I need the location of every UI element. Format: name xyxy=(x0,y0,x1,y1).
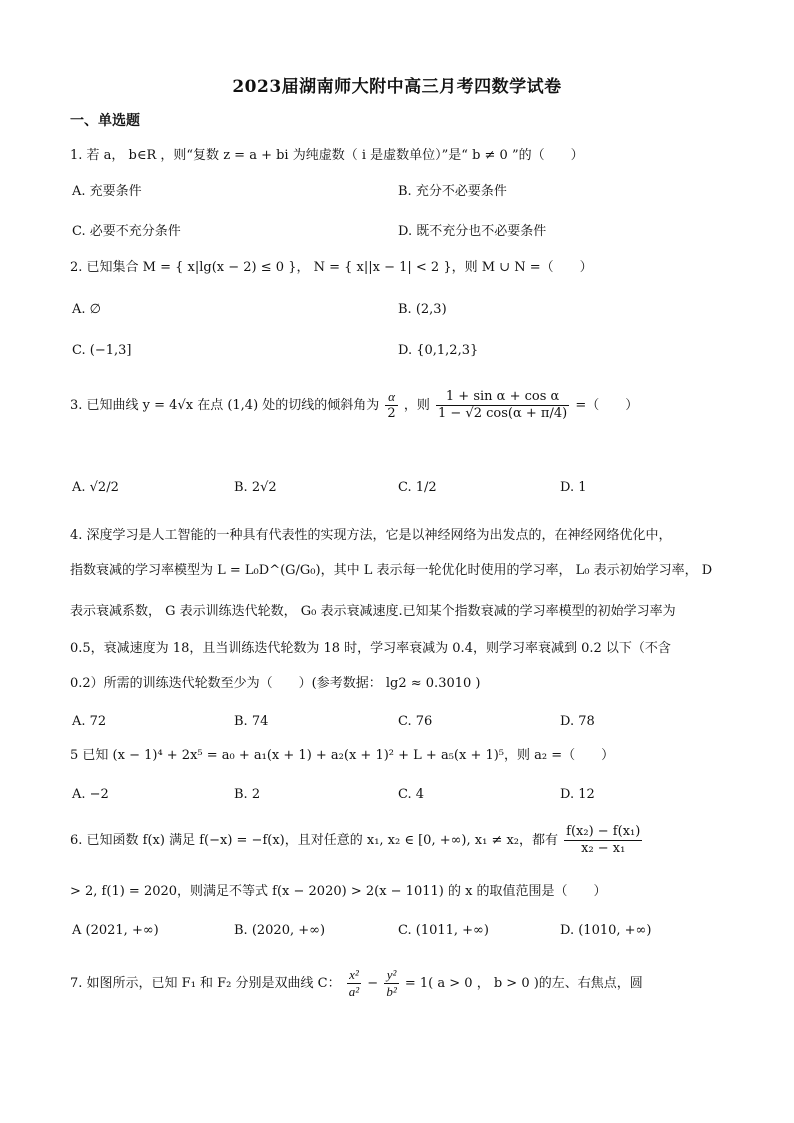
q3-fraction-den: 1 − √2 cos(α + π/4) xyxy=(438,406,568,421)
section-heading: 一、单选题 xyxy=(70,113,140,129)
q4-line-4: 0.5，衰减速度为 18，且当训练迭代轮数为 18 时，学习率衰减为 0.4，则学习率衰减到 0.2 以下（不含 xyxy=(70,641,671,656)
q3-option-a: A. √2/2 xyxy=(72,480,119,495)
q6-option-b: B. (2020, +∞) xyxy=(234,923,326,938)
q3-stem-a: 3. 已知曲线 y = 4√x 在点 (1,4) 处的切线的倾斜角为 xyxy=(70,398,380,413)
q6-option-a: A (2021, +∞) xyxy=(72,923,159,938)
q1-stem: 1. 若 a， b∈R ，则“复数 z = a + bi 为纯虚数（ i 是虚数单位）”是“ b ≠ 0 ”的（ ） xyxy=(70,148,584,163)
exam-title: 2023届湖南师大附中高三月考四数学试卷 xyxy=(232,77,562,97)
q7-stem-a: 7. 如图所示，已知 F₁ 和 F₂ 分别是双曲线 C： xyxy=(70,976,341,991)
q4-line-3: 表示衰减系数， G 表示训练迭代轮数， G₀ 表示衰减速度.已知某个指数衰减的学习率模型的初始学习率为 xyxy=(70,604,676,619)
q4-option-c: C. 76 xyxy=(398,714,433,729)
q7-fraction-x-den: a² xyxy=(348,984,360,999)
q4-option-a: A. 72 xyxy=(72,714,107,729)
q3-alpha-half xyxy=(385,389,397,422)
q7-fraction-y xyxy=(384,967,398,1000)
q3-stem-b: ，则 xyxy=(403,398,430,413)
q5-option-d: D. 12 xyxy=(560,787,595,802)
q1-option-b: B. 充分不必要条件 xyxy=(398,184,507,199)
q7-fraction-y-num: y² xyxy=(384,967,398,984)
q3-option-b: B. 2√2 xyxy=(234,480,277,495)
q2-option-a: A. ∅ xyxy=(72,302,101,317)
q4-option-b: B. 74 xyxy=(234,714,269,729)
q4-line-5: 0.2）所需的训练迭代轮数至少为（ ）(参考数据： lg2 ≈ 0.3010 ) xyxy=(70,676,481,691)
q4-line-1: 4. 深度学习是人工智能的一种具有代表性的实现方法，它是以神经网络为出发点的，在神经网络优化中， xyxy=(70,528,672,543)
q1-option-c: C. 必要不充分条件 xyxy=(72,224,181,239)
q7-fraction-x-num: x² xyxy=(347,967,361,984)
q1-option-a: A. 充要条件 xyxy=(72,184,142,199)
q6-fraction xyxy=(564,824,642,857)
q6-option-d: D. (1010, +∞) xyxy=(560,923,652,938)
q6-stem-b: > 2, f(1) = 2020，则满足不等式 f(x − 2020) > 2(x − 1011) 的 x 的取值范围是（ ） xyxy=(70,884,607,899)
q7-stem xyxy=(70,964,643,1004)
q5-stem: 5 已知 (x − 1)⁴ + 2x⁵ = a₀ + a₁(x + 1) + a₂(x + 1)² + L + a₅(x + 1)⁵，则 a₂ =（ ） xyxy=(70,748,615,763)
q7-minus: − xyxy=(367,976,379,991)
q3-stem-c: =（ ） xyxy=(575,398,639,413)
q3-alpha: α xyxy=(385,389,397,406)
q3-stem xyxy=(70,388,638,424)
q2-option-c: C. (−1,3] xyxy=(72,343,132,358)
q1-option-d: D. 既不充分也不必要条件 xyxy=(398,224,547,239)
q2-option-b: B. (2,3) xyxy=(398,302,447,317)
q7-fraction-x xyxy=(347,967,361,1000)
q4-option-d: D. 78 xyxy=(560,714,595,729)
q6-fraction-num: f(x₂) − f(x₁) xyxy=(566,824,641,839)
q3-two: 2 xyxy=(387,406,396,421)
q5-option-c: C. 4 xyxy=(398,787,425,802)
q6-stem-a: 6. 已知函数 f(x) 满足 f(−x) = −f(x)，且对任意的 x₁, x₂ ∈ [0, +∞), x₁ ≠ x₂，都有 xyxy=(70,833,559,848)
q3-fraction xyxy=(436,389,569,422)
q7-stem-b: = 1( a > 0 ， b > 0 )的左、右焦点，圆 xyxy=(404,976,643,991)
q7-fraction-y-den: b² xyxy=(386,984,397,999)
q5-option-a: A. −2 xyxy=(72,787,109,802)
q6-fraction-den: x₂ − x₁ xyxy=(581,841,626,856)
q6-option-c: C. (1011, +∞) xyxy=(398,923,489,938)
q3-fraction-num: 1 + sin α + cos α xyxy=(436,389,569,406)
q5-option-b: B. 2 xyxy=(234,787,261,802)
q3-option-d: D. 1 xyxy=(560,480,587,495)
q6-stem-line-1 xyxy=(70,822,644,860)
q4-line-2: 指数衰减的学习率模型为 L = L₀D^(G/G₀)，其中 L 表示每一轮优化时使用的学习率， L₀ 表示初始学习率， D xyxy=(70,563,713,578)
q2-option-d: D. {0,1,2,3} xyxy=(398,343,479,358)
q3-option-c: C. 1/2 xyxy=(398,480,437,495)
q2-stem: 2. 已知集合 M = { x|lg(x − 2) ≤ 0 }， N = { x||x − 1| < 2 }，则 M ∪ N =（ ） xyxy=(70,260,593,275)
